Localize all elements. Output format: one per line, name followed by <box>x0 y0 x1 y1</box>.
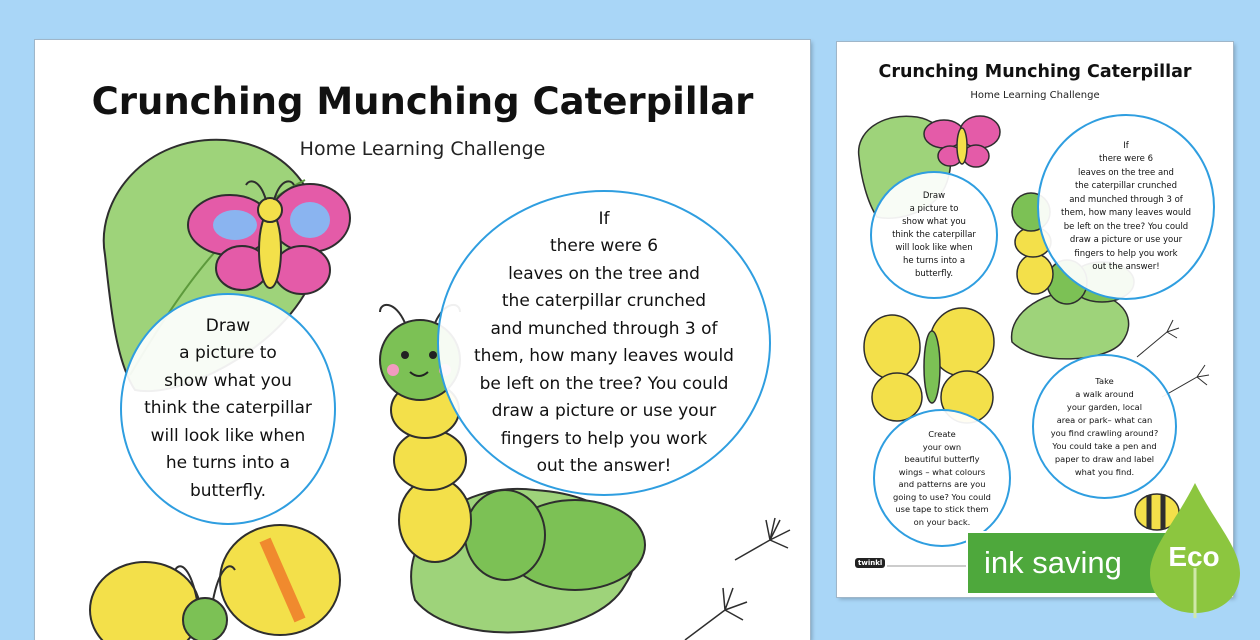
activity-line: Draw <box>205 315 251 336</box>
activity-line: You could take a pen and <box>1052 440 1157 451</box>
activity-line: them, how many leaves would <box>1061 208 1191 218</box>
activity-line: If <box>1123 140 1129 151</box>
activity-line: butterfly. <box>914 268 954 279</box>
activity-line: on your back. <box>913 516 971 527</box>
activity-text <box>144 313 312 506</box>
activity-line: and munched through 3 of <box>490 318 718 339</box>
activity-line: what you find. <box>1074 466 1135 477</box>
activity-line: think the caterpillar <box>144 398 312 419</box>
activity-text <box>1051 375 1158 479</box>
activity-line: fingers to help you work <box>1074 248 1178 259</box>
activity-line: and patterns are you <box>898 479 986 489</box>
page-subtitle: Home Learning Challenge <box>970 90 1100 101</box>
activity-text <box>1061 140 1191 275</box>
activity-line: a picture to <box>909 203 959 214</box>
activity-line: show what you <box>902 216 966 227</box>
page-title: Crunching Munching Caterpillar <box>878 62 1192 82</box>
eco-label: Eco <box>1168 541 1220 572</box>
activity-line: Create <box>928 429 956 439</box>
activity-text <box>474 206 734 481</box>
activity-line: he turns into a <box>165 453 291 474</box>
activity-line: Take <box>1095 375 1114 386</box>
butterfly-icon <box>864 308 994 423</box>
activity-line: your own <box>922 441 962 452</box>
page-title: Crunching Munching Caterpillar <box>91 80 754 123</box>
activity-bubble-draw <box>120 293 336 525</box>
activity-line: wings – what colours <box>898 466 986 477</box>
activity-line: and munched through 3 of <box>1069 194 1183 205</box>
activity-text <box>893 428 991 528</box>
butterfly-icon <box>90 525 340 640</box>
activity-line: show what you <box>164 370 292 391</box>
activity-line: out the answer! <box>536 456 672 476</box>
activity-line: paper to draw and label <box>1054 453 1155 464</box>
activity-line: a picture to <box>179 343 277 364</box>
ink-saving-label: ink saving <box>984 545 1122 580</box>
activity-bubble-wings <box>873 409 1011 547</box>
activity-line: think the caterpillar <box>892 229 976 240</box>
activity-line: a walk around <box>1075 388 1134 399</box>
activity-line: there were 6 <box>1098 154 1153 164</box>
activity-line: draw a picture or use your <box>491 401 717 421</box>
activity-line: be left on the tree? You could <box>479 373 729 394</box>
activity-line: the caterpillar crunched <box>501 291 707 311</box>
activity-line: use tape to stick them <box>895 504 989 514</box>
activity-bubble-draw <box>870 171 998 299</box>
activity-line: will look like when <box>150 425 306 446</box>
activity-line: leaves on the tree and <box>1078 167 1174 178</box>
activity-line: the caterpillar crunched <box>1074 181 1178 191</box>
activity-line: going to use? You could <box>893 491 991 502</box>
activity-bubble-leaves <box>437 190 771 496</box>
activity-line: be left on the tree? You could <box>1063 221 1189 232</box>
page-subtitle: Home Learning Challenge <box>299 138 546 160</box>
twinkl-logo: twinkl <box>855 558 885 568</box>
activity-line: your garden, local <box>1066 401 1143 412</box>
dandelion-icon <box>685 518 790 640</box>
activity-line: beautiful butterfly <box>904 454 980 464</box>
activity-line: leaves on the tree and <box>508 263 700 284</box>
activity-line: butterfly. <box>189 480 267 501</box>
activity-text <box>892 190 976 281</box>
activity-line: you find crawling around? <box>1050 427 1159 438</box>
activity-line: Draw <box>922 190 946 201</box>
activity-line: there were 6 <box>549 236 659 256</box>
activity-line: out the answer! <box>1092 262 1160 272</box>
activity-line: draw a picture or use your <box>1069 235 1183 245</box>
activity-line: fingers to help you work <box>500 428 708 449</box>
activity-bubble-leaves <box>1037 114 1215 300</box>
activity-line: he turns into a <box>902 255 966 266</box>
worksheet-page-large <box>35 40 810 640</box>
activity-line: If <box>598 208 610 229</box>
activity-line: area or park– what can <box>1056 414 1153 425</box>
activity-line: them, how many leaves would <box>474 346 734 366</box>
activity-line: will look like when <box>895 242 973 253</box>
